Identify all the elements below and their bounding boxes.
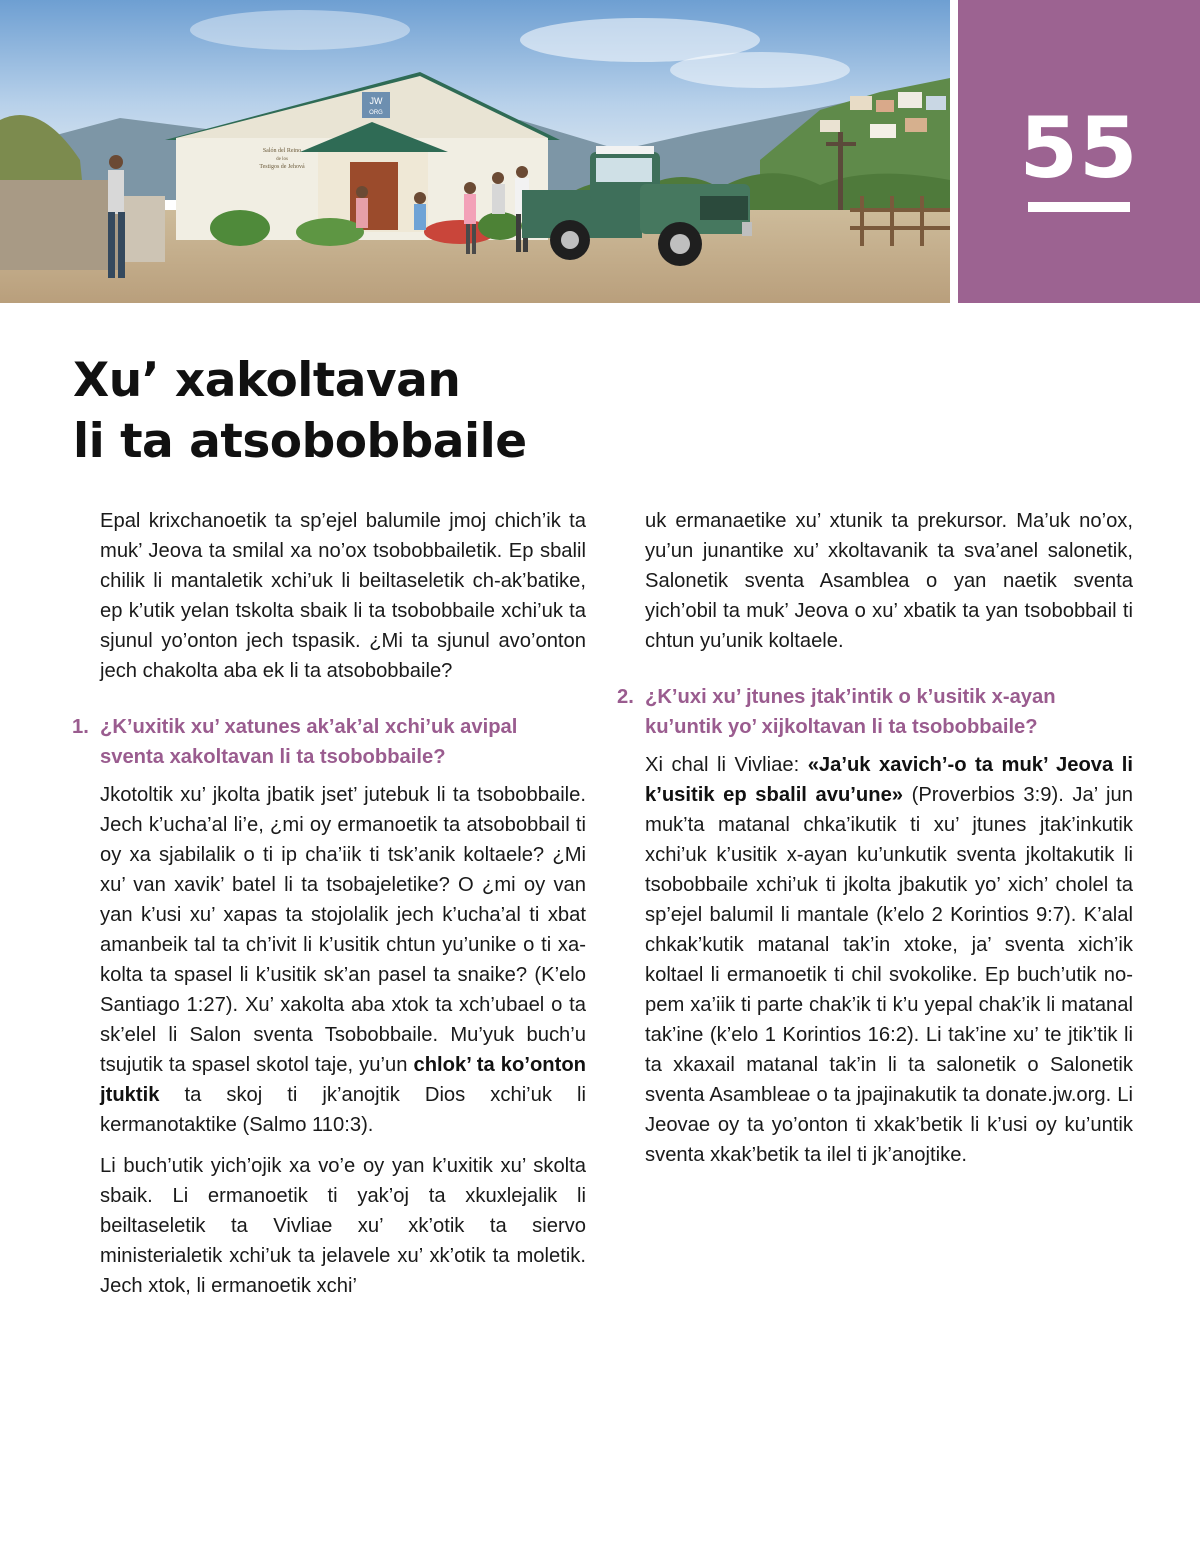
kingdom-hall-illustration [0,0,950,303]
section-2-paragraph [645,750,1133,1170]
question-2-number: 2. [617,686,634,708]
page-title [73,350,873,472]
section-1-paragraph-1 [100,780,586,1140]
left-column [72,506,586,1312]
hall-sign-line3: Testigos de Jehová [259,164,305,170]
page-title-line2: li ta atsobobbaile [73,414,527,469]
right-column [617,506,1134,1181]
section-1-paragraph-2-start: Li buch’utik yich’ojik xa vo’e oy yan k’uxitik xu’ skolta sbaik. Li ermanoetik ti yak’oj ta xkuxlejalik li beiltaseletik ta Vivliae xu’ xk’otik ta siervo ministerialetik xchi’uk ta jelavele xu’ xk’otik ta moletik. Jech xtok, li ermanoetik xchi’ [100,1155,586,1297]
section-1-paragraph-2-end: uk ermanaetike xu’ xtunik ta prekursor. Ma’uk no’ox, yu’un junantike xu’ xkoltavanik ta sva’anel salonetik, Salonetik sventa Asamblea o yan naetik sventa yich’obil ta muk’ Jeova o xu’ xbatik ta yan tsobobbail ti chtun yu’unik koltaele. [645,510,1133,652]
question-1-text: ¿K’uxitik xu’ xatunes ak’ak’al xchi’uk avipal sventa xakoltavan li ta tsobobbaile? [100,716,518,768]
section-1-p1-text-end: ta skoj ti jk’anojtik Dios xchi’uk li kermanotaktike (Salmo 110:3). [100,1084,586,1136]
section-1-p1-text: Jkotoltik xu’ jkolta jbatik jset’ jutebuk li ta tsobobbaile. Jech k’ucha’al li’e, ¿mi oy ermanoetik ta atsobobbail ti oy xa sjabilalik o ti ip cha’iik ti tsk’anik koltaele? ¿Mi xu’ van xavik’ batel li ta tsobajeletike? O ¿mi oy van yan k’usi xu’ xapas ta stojolalik jech k’ucha’al ti xbat amanbeik tal ta ch’ivit li k’usitik chtun yu’unike o ti xakolta ta spasel li k’usitik sk’an pasel ta snaike? (K’elo Santiago 1:27). Xu’ xakolta aba xtok ta xch’ubael o ta sk’elel li Salon sventa Tsobobbaile. Mu’yuk buch’u tsujutik ta spasel skotol taje, yu’un [100,784,586,1076]
question-1 [72,712,586,772]
question-2 [617,682,1133,742]
jw-sign-line2: ORG [369,110,383,116]
lesson-number-box [958,0,1200,303]
section-2-quote: «Ja’uk xavich’-o ta muk’ Jeova li k’usitik ep sbalil avu’une» [645,754,1133,806]
lesson-number: 55 [1019,99,1139,197]
header-illustration [0,0,950,303]
page-title-line1: Xu’ xakoltavan [73,353,461,408]
hall-sign-line1: Salón del Reino [262,148,302,154]
jw-sign-line1: JW [369,96,383,106]
question-1-number: 1. [72,716,89,738]
section-1-p1-emphasis: chlok’ ta ko’onton jtuktik [100,1054,586,1106]
intro-paragraph: Epal krixchanoetik ta sp’ejel balumile jmoj chich’ik ta muk’ Jeova ta smilal xa no’ox tsobobbailetik. Ep sbalil chilik li mantaletik xchi’uk li beiltaseletik ch-ak’batike, ep k’utik yelan tskolta sbaik li ta tsobobbaile xchi’uk ta sjunul yo’onton jech tspasik. ¿Mi ta sjunul avo’onton jech chakolta aba ek li ta atsobobbaile? [100,510,586,682]
section-2-lead: Xi chal li Vivliae: [645,754,808,776]
question-2-text: ¿K’uxi xu’ jtunes jtak’intik o k’usitik x-ayan ku’untik yo’ xijkoltavan li ta tsobobbaile? [645,686,1056,738]
hall-sign-line2: de los [276,157,288,162]
lesson-number-underline [1028,202,1130,212]
section-2-text: (Proverbios 3:9). Ja’ jun muk’ta matanal chka’ikutik ti xu’ jtunes jtak’inkutik xchi’uk k’usitik x-ayan ku’unkutik sventa jkoltakutik li tsobobbaile xchi’uk ti jkolta jbakutik yo’ xich’ cholel ta sp’ejel balumil li mantale (k’elo 2 Korintios 9:7). K’alal chkak’kutik matanal tak’in xtoke, ja’ sventa xich’ik koltael li ermanoetik ti chil svokolike. Ep buch’utik nopem xa’iik ti parte chak’ik ti k’u yepal chak’ik li matanal tak’ine (k’elo 1 Korintios 16:2). Li tak’ine xu’ te jtik’tik li ta xkaxail matanal tak’in li ta salonetik o Salonetik sventa Asambleae o ta jpajinakutik ta donate.jw.org. Li Jeovae oy ta yo’onton ti xkak’betik li k’usi oy ku’untik sventa xkak’betik ta ilel ti jk’anojtike. [645,784,1134,1166]
